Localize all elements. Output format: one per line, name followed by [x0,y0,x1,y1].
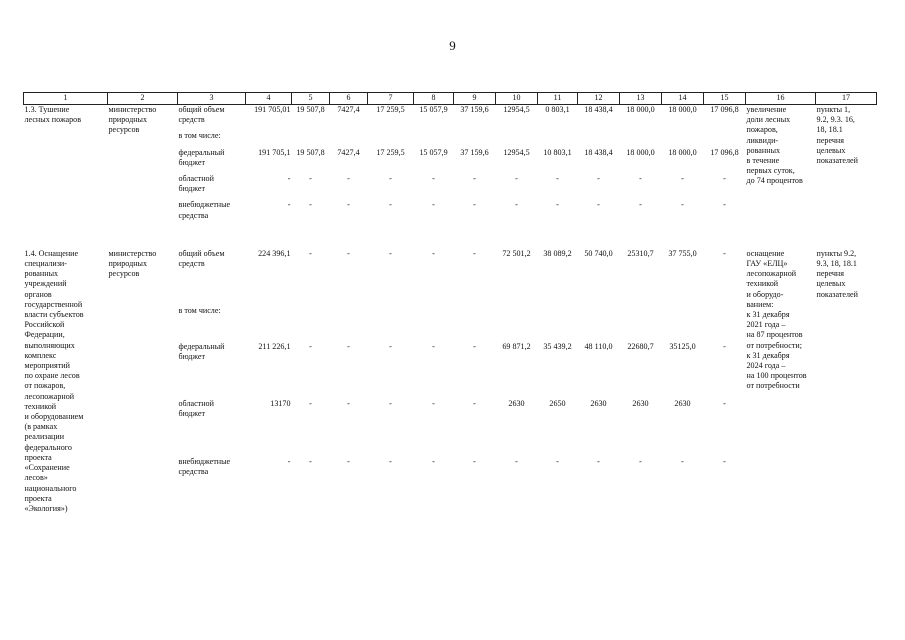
value-cell: - [432,200,435,210]
activity-name-line: федерального [24,442,72,452]
program-activities-table [23,92,877,514]
value-cell [292,306,330,341]
value-cell: - [723,248,726,258]
value-cell: 15 057,9 [419,147,448,157]
activity-name-line: «Сохранение [24,463,70,473]
value-cell: - [723,174,726,184]
executor-line: министерство [108,105,157,114]
value-cell: 48 110,0 [584,341,613,351]
value-cell: - [347,456,350,466]
activity-name-line: национального [24,483,77,493]
funding-source-line: внебюджетные [178,456,231,466]
funding-source-line: областной [178,174,214,184]
funding-source [178,174,246,200]
expected-result-line: лесопожарной [746,269,797,279]
executor [108,105,178,227]
value-cell: 18 000,0 [668,147,697,157]
funding-source [178,105,246,132]
value-cell: - [473,341,476,351]
target-indicators-line: перечня [816,269,844,279]
activity-name-line: рованных [24,269,59,279]
expected-result-line: ГАУ «ЕЛЦ» [746,259,788,269]
value-cell: 17 259,5 [376,147,405,157]
target-indicators-line: целевых [816,279,846,289]
funding-source [178,306,246,341]
funding-source-line: бюджет [178,409,205,419]
column-number-10: 10 [496,93,538,105]
value-cell [368,306,414,341]
value-cell: - [723,341,726,351]
value-cell: 25310,7 [627,248,654,258]
column-number-15: 15 [704,93,746,105]
value-cell: 17 259,5 [376,105,405,114]
expected-result-line: 2024 года – [746,361,786,371]
value-cell [496,306,538,341]
value-cell: - [389,341,392,351]
column-number-3: 3 [178,93,246,105]
value-cell [414,131,454,147]
expected-result-line: к 31 декабря [746,350,790,360]
expected-result-line: техникой [746,279,779,289]
value-cell: - [287,200,291,210]
funding-source-line: в том числе: [178,306,221,316]
activity-name-line: комплекс [24,350,57,360]
activity-name [24,105,108,227]
executor-line: природных [108,259,148,269]
value-cell: - [389,174,392,184]
value-cell: 0 803,1 [545,105,570,114]
value-cell: 37 159,6 [460,147,489,157]
column-number-8: 8 [414,93,454,105]
activity-name-line: реализации [24,432,65,442]
target-indicators-line: пункты 1, [816,105,851,114]
funding-source-line: средств [178,115,205,125]
value-cell: - [432,341,435,351]
target-indicators [816,249,877,514]
funding-source-line: областной [178,399,214,409]
funding-source [178,457,246,515]
value-cell: 37 755,0 [668,248,697,258]
value-cell: - [432,399,435,409]
column-number-17: 17 [816,93,877,105]
column-number-6: 6 [330,93,368,105]
activity-name-line: «Экология») [24,503,68,513]
value-cell: - [432,248,435,258]
column-number-13: 13 [620,93,662,105]
column-number-11: 11 [538,93,578,105]
value-cell: - [347,174,350,184]
funding-source [178,200,246,226]
value-cell [704,131,746,147]
value-cell: - [639,456,642,466]
value-cell: 69 871,2 [502,341,531,351]
expected-result-line: на 100 процентов [746,371,807,381]
target-indicators-line: перечня [816,135,844,145]
value-cell: - [597,456,600,466]
target-indicators-line: пункты 9.2, [816,248,857,258]
value-cell: 17 096,8 [710,147,739,157]
funding-source-line: средства [178,466,209,476]
value-cell [292,131,330,147]
value-cell: 211 226,1 [258,341,291,351]
value-cell: 2630 [674,399,691,409]
value-cell: - [473,399,476,409]
table-row [24,249,877,306]
activity-name [24,249,108,514]
value-cell: 38 089,2 [543,248,572,258]
funding-source-line: бюджет [178,184,205,194]
value-cell: 191 705,1 [258,147,291,157]
value-cell: 7427,4 [337,105,360,114]
value-cell: - [309,399,312,409]
activity-name-line: выполняющих [24,340,75,350]
funding-source-line: внебюджетные [178,200,231,210]
activity-name-line: 1.4. Оснащение [24,248,79,258]
value-cell: 37 159,6 [460,105,489,114]
expected-result-line: рованных [746,145,781,155]
expected-result-line: оснащение [746,248,785,258]
value-cell [330,306,368,341]
section-gap [24,227,877,249]
page-number: 9 [449,38,456,53]
value-cell: 18 438,4 [584,147,613,157]
column-number-16: 16 [746,93,816,105]
value-cell: - [473,174,476,184]
activity-name-line: лесных пожаров [24,115,82,125]
column-number-4: 4 [246,93,292,105]
value-cell: - [389,399,392,409]
expected-result-line: пожаров, [746,125,778,135]
value-cell [330,131,368,147]
funding-source-line: средства [178,210,209,220]
value-cell: 19 507,8 [296,105,325,114]
expected-result-line: первых суток, [746,166,795,176]
value-cell: - [347,399,350,409]
value-cell: - [473,248,476,258]
target-indicators-line: 9.2, 9.3. 16, [816,115,855,125]
activity-name-line: мероприятий [24,361,70,371]
program-table-sheet [23,92,876,514]
value-cell: - [309,248,312,258]
value-cell: - [347,341,350,351]
activity-name-line: и оборудованием [24,412,84,422]
value-cell: - [723,200,726,210]
target-indicators-line: показателей [816,289,858,299]
value-cell: 15 057,9 [419,105,448,114]
funding-source [178,342,246,399]
value-cell: 72 501,2 [502,248,531,258]
value-cell: - [681,200,684,210]
value-cell: - [597,200,600,210]
executor-line: министерство [108,248,157,258]
value-cell: 2630 [508,399,525,409]
column-number-7: 7 [368,93,414,105]
value-cell: - [681,174,684,184]
value-cell: 2630 [632,399,649,409]
expected-result-line: от потребности; [746,340,802,350]
expected-result-line: ликвиди- [746,135,779,145]
activity-name-line: от пожаров, [24,381,66,391]
expected-result-line: увеличение [746,105,787,114]
value-cell [454,306,496,341]
value-cell: - [389,248,392,258]
expected-result-line: к 31 декабря [746,310,790,320]
value-cell: - [556,200,559,210]
value-cell: - [347,200,350,210]
table-row [24,105,877,132]
value-cell: - [389,200,392,210]
column-number-14: 14 [662,93,704,105]
executor-line: ресурсов [108,269,140,279]
activity-name-line: учреждений [24,279,67,289]
funding-source-line: средств [178,259,205,269]
value-cell: - [309,341,312,351]
column-number-2: 2 [108,93,178,105]
target-indicators-line: 18, 18.1 [816,125,843,135]
value-cell: 13170 [270,399,291,409]
column-number-1: 1 [24,93,108,105]
value-cell: 224 396,1 [258,248,291,258]
value-cell: 19 507,8 [296,147,325,157]
funding-source [178,399,246,456]
activity-name-line: власти субъектов [24,310,84,320]
value-cell: - [556,174,559,184]
value-cell: 18 000,0 [668,105,697,114]
funding-source [178,249,246,306]
value-cell: - [723,399,726,409]
value-cell [662,306,704,341]
value-cell: - [515,456,518,466]
column-number-row [24,93,877,105]
expected-result-line: на 87 процентов [746,330,803,340]
value-cell: 7427,4 [337,147,360,157]
activity-name-line: лесопожарной [24,391,75,401]
value-cell: - [432,174,435,184]
value-cell: - [515,200,518,210]
value-cell: 2650 [549,399,566,409]
column-number-9: 9 [454,93,496,105]
activity-name-line: техникой [24,401,57,411]
value-cell [704,306,746,341]
value-cell: - [432,456,435,466]
value-cell [578,131,620,147]
value-cell: 50 740,0 [584,248,613,258]
value-cell: 35 439,2 [543,341,572,351]
value-cell [538,306,578,341]
target-indicators-line: 9.3, 18, 18.1 [816,259,857,269]
value-cell: - [309,174,312,184]
value-cell: - [389,456,392,466]
value-cell: - [287,174,291,184]
value-cell: - [287,456,291,466]
funding-source-line: общий объем [178,105,225,114]
value-cell: - [309,456,312,466]
funding-source-line: в том числе: [178,131,221,141]
value-cell: - [639,174,642,184]
value-cell [368,131,414,147]
column-number-12: 12 [578,93,620,105]
funding-source [178,131,246,147]
value-cell: - [309,200,312,210]
value-cell: 12954,5 [503,147,530,157]
activity-name-line: по охране лесов [24,371,80,381]
spacer-cell [24,227,877,249]
value-cell: 12954,5 [503,105,530,114]
value-cell: 191 705,01 [254,105,291,114]
target-indicators [816,105,877,227]
value-cell: - [556,456,559,466]
executor-line: природных [108,115,148,125]
expected-result-line: доли лесных [746,115,791,125]
value-cell: - [639,200,642,210]
value-cell: 18 438,4 [584,105,613,114]
value-cell: - [473,200,476,210]
funding-source-line: федеральный [178,147,225,157]
table-body [24,105,877,515]
activity-name-line: лесов» [24,473,48,483]
funding-source-line: общий объем [178,248,225,258]
value-cell: 10 803,1 [543,147,572,157]
expected-result [746,249,816,514]
activity-name-line: 1.3. Тушение [24,105,70,114]
value-cell [662,131,704,147]
value-cell: - [681,456,684,466]
value-cell: - [347,248,350,258]
funding-source-line: бюджет [178,157,205,167]
value-cell [538,131,578,147]
activity-name-line: (в рамках [24,422,58,432]
value-cell [454,131,496,147]
value-cell [620,131,662,147]
value-cell: 35125,0 [669,341,696,351]
value-cell: - [473,456,476,466]
target-indicators-line: целевых [816,145,846,155]
expected-result-line: до 74 процентов [746,176,803,186]
value-cell: - [515,174,518,184]
value-cell: 18 000,0 [626,147,655,157]
executor-line: ресурсов [108,125,140,135]
expected-result [746,105,816,227]
value-cell [578,306,620,341]
funding-source [178,148,246,174]
value-cell [496,131,538,147]
expected-result-line: и оборудо- [746,289,784,299]
executor [108,249,178,514]
target-indicators-line: показателей [816,156,858,166]
activity-name-line: Федерации, [24,330,65,340]
activity-name-line: специализи- [24,259,67,269]
activity-name-line: проекта [24,452,52,462]
activity-name-line: Российской [24,320,65,330]
expected-result-line: 2021 года – [746,320,786,330]
activity-name-line: проекта [24,493,52,503]
value-cell [246,131,292,147]
activity-name-line: государственной [24,299,83,309]
column-number-5: 5 [292,93,330,105]
activity-name-line: органов [24,289,52,299]
value-cell [414,306,454,341]
expected-result-line: в течение [746,156,780,166]
expected-result-line: ванием: [746,299,774,309]
funding-source-line: бюджет [178,351,205,361]
funding-source-line: федеральный [178,341,225,351]
value-cell: 2630 [590,399,607,409]
expected-result-line: от потребности [746,381,800,391]
value-cell: - [723,456,726,466]
value-cell: 22680,7 [627,341,654,351]
value-cell: 18 000,0 [626,105,655,114]
value-cell [620,306,662,341]
value-cell: 17 096,8 [710,105,739,114]
value-cell: - [597,174,600,184]
value-cell [246,306,292,341]
